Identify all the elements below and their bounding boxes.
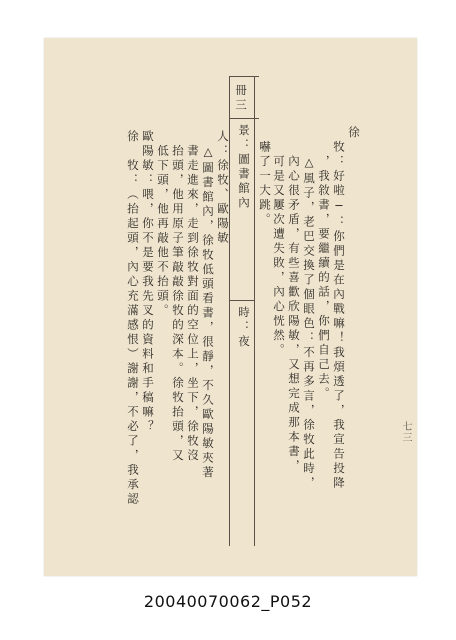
scene-label: 景：圖書館內 bbox=[237, 124, 251, 211]
characters-label: 人：徐牧、歐陽敏 bbox=[216, 130, 230, 246]
header-rule-divider bbox=[229, 300, 254, 301]
script-line: 嚇了一大跳。 bbox=[258, 126, 272, 228]
script-line: △圖書館內，徐牧低頭看書，很靜，不久歐陽敏夾著 bbox=[201, 130, 215, 481]
script-line: 可是又屢次遭失敗，內心恍然。 bbox=[272, 126, 286, 358]
time-label: 時：夜 bbox=[237, 306, 251, 350]
script-line: ，我敘書，要繼續的話，你們自己去。 bbox=[317, 126, 331, 402]
image-caption: 20040070062_P052 bbox=[143, 592, 313, 611]
script-page bbox=[44, 38, 417, 576]
script-line: 書走進來，走到徐牧對面的空位上，坐下，徐牧沒 bbox=[186, 130, 200, 464]
script-line: 歐陽敏：喂，你不是要我先叉的資料和手稿嘛？ bbox=[141, 130, 155, 435]
page-number: 七三 bbox=[400, 421, 411, 443]
header-rule-right bbox=[254, 76, 255, 546]
script-line: 牧：好啦─：你們是在內戰嘛！我煩透了，我宣告投降 bbox=[332, 126, 346, 491]
script-line: 徐 牧：（抬起頭，內心充滿感恨）謝謝，不必了，我承認 bbox=[126, 130, 140, 507]
script-line: 內心很矛盾，有些喜歡欣陽敏，又想完成那本書， bbox=[287, 126, 301, 474]
script-line: △風子，老巴交換了個眼色：不再多言，徐牧此時， bbox=[302, 126, 316, 491]
script-line: 低下頭，他再敲他不抬頭。 bbox=[156, 130, 170, 319]
script-line: 抬頭，他用原子筆敲敲徐牧的深本。徐牧抬頭，又 bbox=[171, 130, 185, 464]
book-title: 冊三 bbox=[234, 84, 248, 113]
script-line: 徐 bbox=[347, 126, 361, 141]
